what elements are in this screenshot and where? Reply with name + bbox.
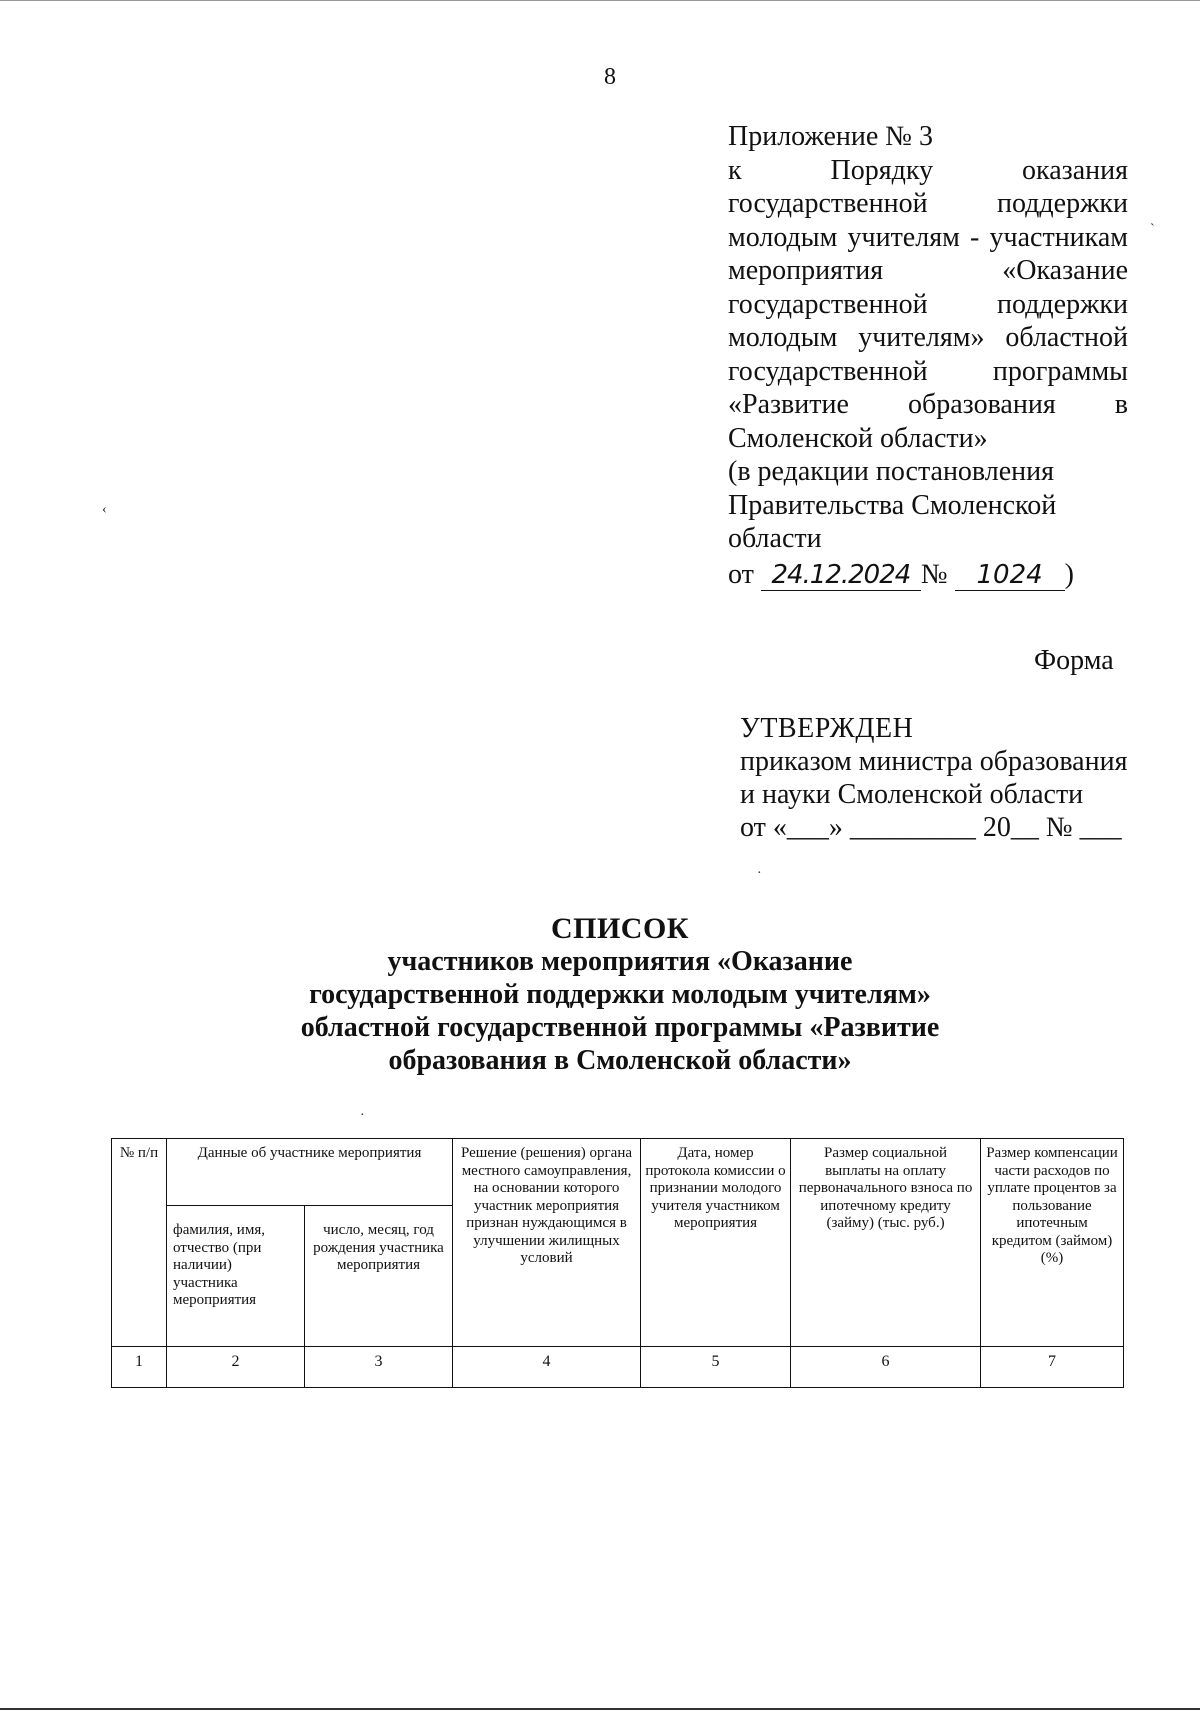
title-main: СПИСОК: [550, 912, 690, 945]
form-label: Форма: [1034, 645, 1114, 676]
scan-speck: ‹: [102, 502, 107, 517]
handwritten-date: 24.12.2024: [761, 560, 921, 591]
table-cell: 2: [167, 1347, 305, 1388]
appendix-block: [728, 120, 1128, 591]
number-sign: №: [920, 558, 948, 590]
table-cell: 3: [305, 1347, 453, 1388]
appendix-heading: Приложение № 3: [728, 121, 933, 152]
title-line: областной государственной программы «Развитие: [300, 1012, 940, 1043]
header-participant-group: Данные об участнике мероприятия: [167, 1139, 453, 1206]
table-cell: 1: [112, 1347, 167, 1388]
appendix-line: молодым учителям» областной: [728, 322, 1128, 353]
title-line: государственной поддержки молодым учителям»: [309, 979, 931, 1010]
header-payment: Размер социальной выплаты на оплату первоначального взноса по ипотечному кредиту (займу) (тыс. руб.): [791, 1139, 981, 1347]
appendix-line: мероприятия «Оказание: [728, 255, 1128, 286]
header-protocol: Дата, номер протокола комиссии о признании молодого учителя участником мероприятия: [641, 1139, 791, 1347]
appendix-line: области: [728, 523, 822, 554]
scan-speck: ·: [360, 1108, 365, 1123]
appendix-line: государственной поддержки: [728, 188, 1128, 219]
approved-line: от «___» _________ 20__ № ___: [740, 812, 1122, 843]
header-number: № п/п: [112, 1139, 167, 1347]
date-prefix: от: [728, 558, 754, 590]
document-title: [0, 912, 1200, 1077]
table-header-row: [112, 1139, 1124, 1206]
header-decision: Решение (решения) органа местного самоуправления, на основании которого участник мероприятия признан нуждающимся в улучшении жилищных условий: [453, 1139, 641, 1347]
scan-speck: ˋ: [1150, 222, 1155, 237]
appendix-line: Смоленской области»: [728, 422, 988, 454]
table-cell: 4: [453, 1347, 641, 1388]
appendix-date-line: [728, 558, 1128, 592]
header-name: фамилия, имя, отчество (при наличии) участника мероприятия: [167, 1206, 305, 1347]
appendix-line: Правительства Смоленской: [728, 489, 1057, 521]
title-line: образования в Смоленской области»: [388, 1045, 852, 1076]
header-birth: число, месяц, год рождения участника мероприятия: [305, 1206, 453, 1347]
table-cell: 6: [791, 1347, 981, 1388]
header-compensation: Размер компенсации части расходов по уплате процентов за пользование ипотечным кредитом (займом) (%): [981, 1139, 1124, 1347]
appendix-line: государственной программы: [728, 355, 1128, 387]
appendix-line: к Порядку оказания: [728, 154, 1128, 186]
title-line: участников мероприятия «Оказание: [387, 946, 853, 977]
approval-block: [740, 712, 1140, 844]
appendix-line: (в редакции постановления: [728, 456, 1055, 487]
participants-table: [111, 1138, 1124, 1388]
table-cell: 5: [641, 1347, 791, 1388]
approved-line: приказом министра образования: [740, 746, 1128, 777]
approved-heading: УТВЕРЖДЕН: [740, 713, 914, 744]
appendix-line: молодым учителям - участникам: [728, 221, 1128, 253]
scan-edge-bottom: [0, 1708, 1200, 1710]
scan-edge-top: [0, 0, 1200, 1]
closing-paren: ): [1064, 558, 1074, 590]
table-numbering-row: [112, 1347, 1124, 1388]
page-number: 8: [604, 64, 616, 90]
appendix-line: государственной поддержки: [728, 288, 1128, 320]
approved-line: и науки Смоленской области: [740, 779, 1084, 810]
appendix-line: «Развитие образования в: [728, 389, 1129, 420]
handwritten-number: 1024: [955, 560, 1065, 591]
table-cell: 7: [981, 1347, 1124, 1388]
scan-speck: ·: [757, 866, 762, 881]
